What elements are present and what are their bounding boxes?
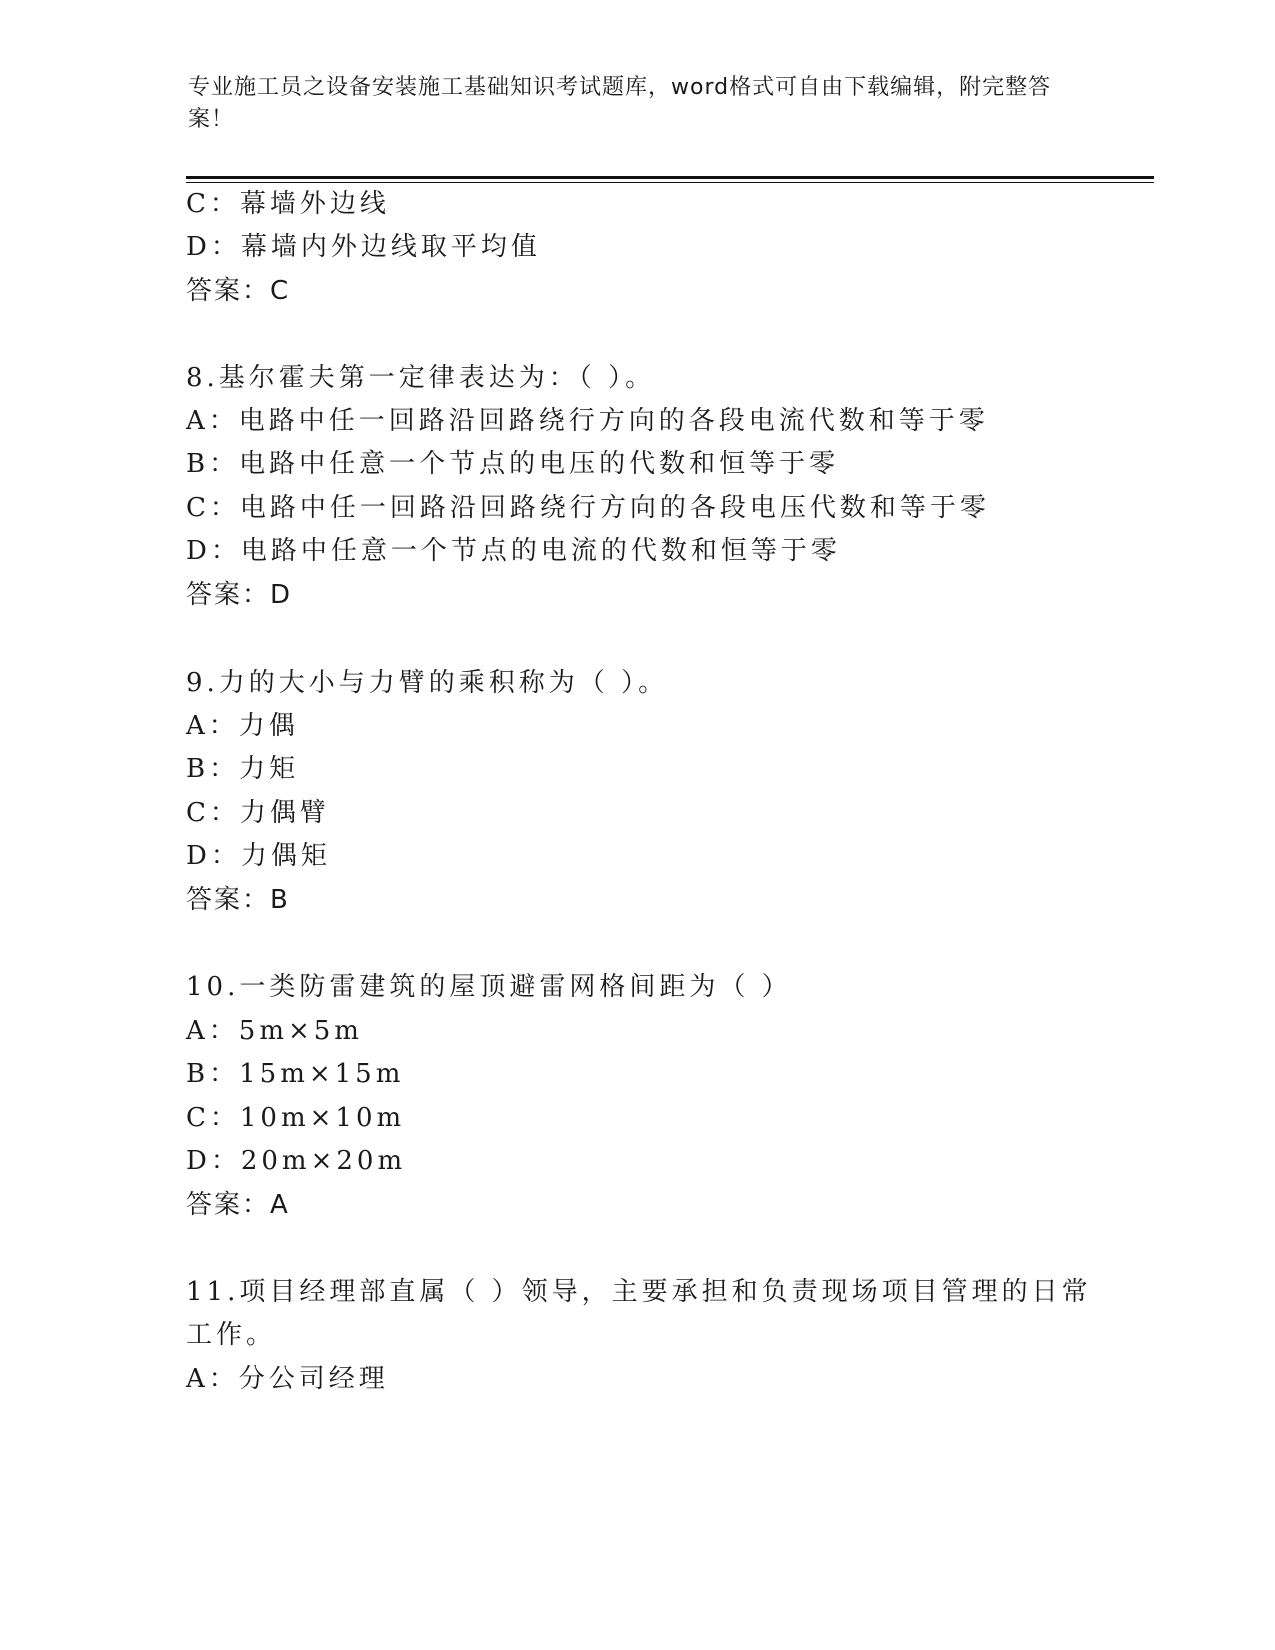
question-line: 11.项目经理部直属（ ）领导，主要承担和负责现场项目管理的日常 bbox=[186, 1277, 1092, 1307]
option-line: A：分公司经理 bbox=[186, 1364, 389, 1394]
option-line: B：力矩 bbox=[186, 754, 300, 784]
option-line: A：5m×5m bbox=[186, 1016, 363, 1046]
question-line: 8.基尔霍夫第一定律表达为：（ ）。 bbox=[186, 363, 656, 393]
document-header: 专业施工员之设备安装施工基础知识考试题库，word格式可自由下载编辑，附完整答案！ bbox=[188, 75, 1052, 132]
option-line: C：电路中任一回路沿回路绕行方向的各段电压代数和等于零 bbox=[186, 493, 990, 523]
option-line: C：力偶臂 bbox=[186, 798, 330, 828]
question-line: 9.力的大小与力臂的乘积称为（ ）。 bbox=[186, 668, 669, 698]
answer-line: 答案：C bbox=[186, 276, 291, 306]
question-line: 10.一类防雷建筑的屋顶避雷网格间距为（ ） bbox=[186, 972, 792, 1002]
answer-line: 答案：D bbox=[186, 580, 293, 610]
option-line: B：15m×15m bbox=[186, 1059, 405, 1089]
option-line: A：电路中任一回路沿回路绕行方向的各段电流代数和等于零 bbox=[186, 406, 989, 436]
option-line: D：幕墙内外边线取平均值 bbox=[186, 232, 541, 262]
option-line: D：力偶矩 bbox=[186, 841, 331, 871]
option-line: A：力偶 bbox=[186, 711, 299, 741]
option-line: C：10m×10m bbox=[186, 1103, 406, 1133]
option-line: D：20m×20m bbox=[186, 1146, 407, 1176]
option-line: D：电路中任意一个节点的电流的代数和恒等于零 bbox=[186, 536, 841, 566]
answer-line: 答案：A bbox=[186, 1190, 290, 1220]
header-divider-thin bbox=[186, 182, 1154, 183]
answer-line: 答案：B bbox=[186, 885, 290, 915]
header-divider bbox=[186, 176, 1154, 179]
option-line: B：电路中任意一个节点的电压的代数和恒等于零 bbox=[186, 449, 840, 479]
question-line-continued: 工作。 bbox=[186, 1320, 277, 1350]
option-line: C：幕墙外边线 bbox=[186, 189, 390, 219]
